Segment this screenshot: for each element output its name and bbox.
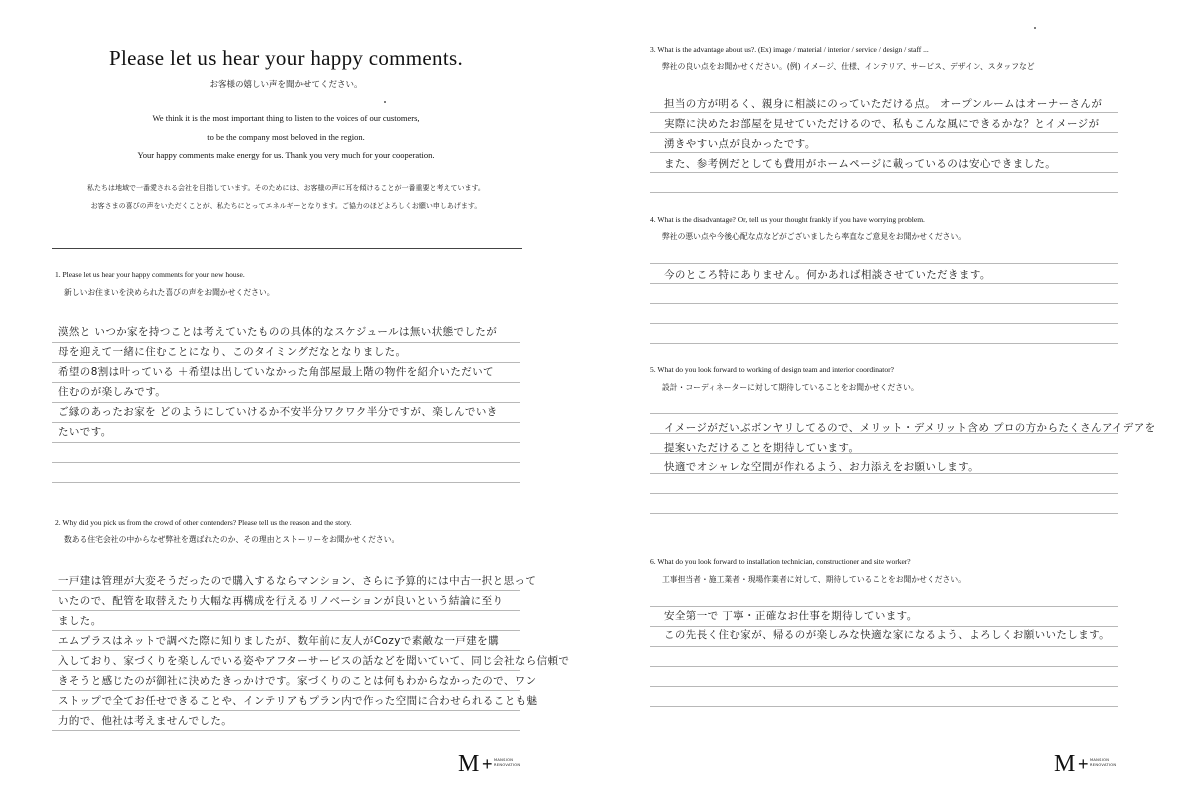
answer-2-line-5: 入しており、家づくりを楽しんでいる姿やアフターサービスの話などを聞いていて、同じ会社なら信頼で — [58, 655, 570, 667]
answer-line — [52, 362, 520, 363]
answer-2-line-4: エムプラスはネットで調べた際に知りましたが、数年前に友人がCozyで素敵な一戸建を購 — [58, 635, 499, 647]
question-2-en: 2. Why did you pick us from the crowd of other contenders? Please tell us the reason and the story. — [55, 518, 352, 527]
answer-1-line-2: 母を迎えて一緒に住むことになり、このタイミングだなとなりました。 — [58, 346, 407, 358]
answer-3-line-3: 湧きやすい点が良かったです。 — [664, 138, 816, 150]
logo-mark: M — [1054, 751, 1075, 777]
answer-line — [650, 646, 1118, 647]
answer-1-line-4: 住むのが楽しみです。 — [58, 386, 167, 398]
answer-line — [650, 172, 1118, 173]
answer-2-line-2: いたので、配管を取替えたり大幅な再構成を行えるリノベーションが良いという結論に至り — [58, 595, 504, 607]
logo-text-line-1: MANSION — [494, 758, 514, 762]
page-title: Please let us hear your happy comments. — [108, 46, 464, 70]
question-4-en: 4. What is the disadvantage? Or, tell us your thought frankly if you have worrying problem. — [650, 215, 925, 224]
answer-line — [650, 323, 1118, 324]
answer-2-line-6: きそうと感じたのが御社に決めたきっかけです。家づくりのことは何もわからなかったので、ワン — [58, 675, 537, 687]
answer-line — [650, 706, 1118, 707]
answer-1-line-6: たいです。 — [58, 426, 112, 438]
answer-3-line-1: 担当の方が明るく、親身に相談にのっていただける点。 オープンルームはオーナーさんが — [664, 98, 1103, 110]
answer-line — [52, 462, 520, 463]
answer-line — [650, 303, 1118, 304]
answer-5-line-1: イメージがだいぶボンヤリしてるので、メリット・デメリット含め プロの方からたくさんアイデアを — [664, 422, 1156, 434]
question-2-jp: 数ある住宅会社の中からなぜ弊社を選ばれたのか、その理由とストーリーをお聞かせください。 — [64, 535, 400, 544]
answer-5-line-2: 提案いただけることを期待しています。 — [664, 442, 860, 454]
company-logo — [458, 752, 528, 776]
question-6-en: 6. What do you look forward to installation technician, constructioner and site worker? — [650, 557, 911, 566]
answer-line — [650, 343, 1118, 344]
question-1-jp: 新しいお住まいを決められた喜びの声をお聞かせください。 — [64, 288, 275, 297]
answer-5-line-3: 快適でオシャレな空間が作れるよう、お力添えをお願いします。 — [664, 461, 980, 473]
logo-text-line-2: RENOVATION — [1090, 763, 1117, 767]
question-4-jp: 弊社の悪い点や今後心配な点などがございましたら率直なご意見をお聞かせください。 — [662, 232, 967, 241]
section-divider — [52, 248, 522, 249]
logo-mark: M — [458, 751, 479, 777]
answer-6-line-1: 安全第一で 丁寧・正確なお仕事を期待しています。 — [664, 610, 918, 622]
answer-line — [650, 263, 1118, 264]
answer-2-line-3: ました。 — [58, 615, 102, 627]
answer-line — [52, 710, 520, 711]
answer-line — [650, 686, 1118, 687]
intro-en-line-3: Your happy comments make energy for us. Thank you very much for your cooperation. — [137, 150, 435, 160]
scan-speck — [1034, 27, 1036, 29]
answer-line — [650, 152, 1118, 153]
intro-en-line-1: We think it is the most important thing to listen to the voices of our customers, — [152, 113, 420, 123]
answer-line — [650, 192, 1118, 193]
question-3-jp: 弊社の良い点をお聞かせください。(例) イメージ、仕様、インテリア、サービス、デザイン、スタッフなど — [662, 62, 1035, 71]
answer-line — [650, 283, 1118, 284]
answer-2-line-8: 力的で、他社は考えませんでした。 — [58, 715, 233, 727]
logo-text-line-1: MANSION — [1090, 758, 1110, 762]
question-5-en: 5. What do you look forward to working of design team and interior coordinator? — [650, 365, 894, 374]
answer-line — [52, 630, 520, 631]
answer-line — [650, 606, 1118, 607]
logo-plus: + — [482, 754, 493, 774]
answer-line — [52, 650, 520, 651]
answer-line — [52, 590, 520, 591]
intro-en-line-2: to be the company most beloved in the region. — [207, 132, 365, 142]
answer-4-line-1: 今のところ特にありません。何かあれば相談させていただきます。 — [664, 269, 991, 281]
answer-2-line-7: ストップで全てお任せできることや、インテリアもプラン内で作った空間に合わせられることも魅 — [58, 695, 538, 707]
question-1-en: 1. Please let us hear your happy comments for your new house. — [55, 270, 245, 279]
answer-line — [52, 442, 520, 443]
answer-6-line-2: この先長く住む家が、帰るのが楽しみな快適な家になるよう、よろしくお願いいたします。 — [664, 629, 1111, 641]
answer-line — [52, 342, 520, 343]
answer-line — [52, 670, 520, 671]
answer-line — [52, 610, 520, 611]
answer-line — [650, 626, 1118, 627]
answer-1-line-5: ご縁のあったお家を どのようにしていけるか不安半分ワクワク半分ですが、楽しんでいき — [58, 406, 498, 418]
logo-text-line-2: RENOVATION — [494, 763, 521, 767]
answer-line — [52, 690, 520, 691]
right-page — [600, 0, 1200, 812]
answer-line — [52, 730, 520, 731]
answer-line — [650, 413, 1118, 414]
answer-line — [650, 132, 1118, 133]
scan-speck — [384, 101, 386, 103]
page-subtitle-jp: お客様の嬉しい声を聞かせてください。 — [209, 80, 363, 90]
answer-line — [650, 112, 1118, 113]
answer-line — [650, 666, 1118, 667]
answer-line — [650, 513, 1118, 514]
answer-line — [52, 402, 520, 403]
intro-jp-line-1: 私たちは地域で一番愛される会社を目指しています。そのためには、お客様の声に耳を傾けることが一番重要と考えています。 — [87, 184, 485, 192]
answer-line — [52, 422, 520, 423]
logo-plus: + — [1078, 754, 1089, 774]
company-logo — [1054, 752, 1124, 776]
answer-3-line-4: また、参考例だとしても費用がホームページに載っているのは安心できました。 — [664, 158, 1057, 170]
answer-3-line-2: 実際に決めたお部屋を見せていただけるので、私もこんな風にできるかな？とイメージが — [664, 118, 1100, 130]
question-3-en: 3. What is the advantage about us?. (Ex) image / material / interior / service / design / staff ... — [650, 45, 929, 54]
answer-line — [650, 493, 1118, 494]
answer-line — [52, 482, 520, 483]
answer-1-line-3: 希望の8割は叶っている ＋希望は出していなかった角部屋最上階の物件を紹介いただいて — [58, 366, 494, 378]
question-5-jp: 設計・コーディネーターに対して期待していることをお聞かせください。 — [662, 383, 919, 392]
answer-line — [52, 382, 520, 383]
intro-jp-line-2: お客さまの喜びの声をいただくことが、私たちにとってエネルギーとなります。ご協力のほどよろしくお願い申しあげます。 — [90, 202, 482, 210]
question-6-jp: 工事担当者・施工業者・現場作業者に対して、期待していることをお聞かせください。 — [662, 575, 966, 584]
answer-1-line-1: 漠然と いつか家を持つことは考えていたものの具体的なスケジュールは無い状態でしたが — [58, 326, 498, 338]
answer-2-line-1: 一戸建は管理が大変そうだったので購入するならマンション、さらに予算的には中古一択と思って — [58, 575, 537, 587]
